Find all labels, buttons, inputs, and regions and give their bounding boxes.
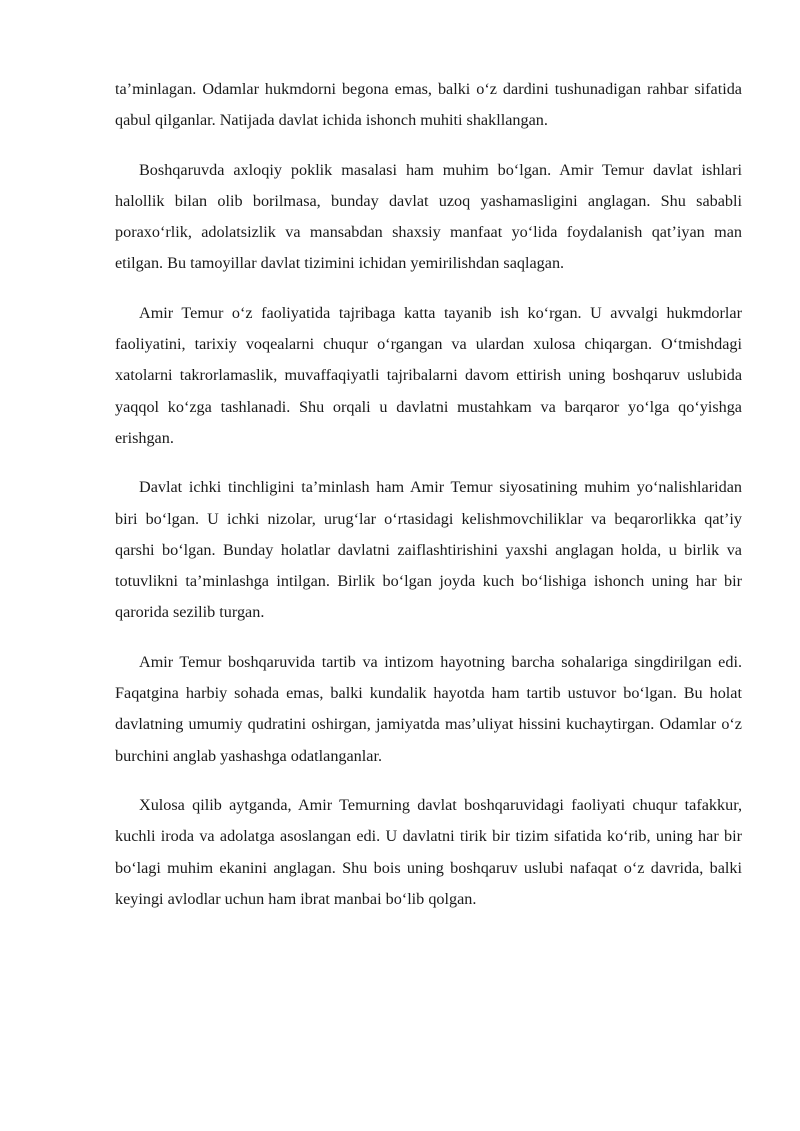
paragraph-internal-peace: Davlat ichki tinchligini ta’minlash ham Amir Temur siyosatining muhim yo‘nalishlaridan biri bo‘lgan. U ichki nizolar, urug‘lar o‘rtasidagi kelishmovchiliklar va beqarorlikka qat’iy qarshi bo‘lgan. Bunday holatlar davlatni zaiflashtirishini yaxshi anglagan holda, u birlik va totuvlikni ta’minlashga intilgan. Birlik bo‘lgan joyda kuch bo‘lishiga ishonch uning har bir qarorida sezilib turgan. <box>115 478 742 622</box>
paragraph-order-discipline: Amir Temur boshqaruvida tartib va intizom hayotning barcha sohalariga singdirilgan edi. Faqatgina harbiy sohada emas, balki kundalik hayotda ham tartib ustuvor bo‘lgan. Bu holat davlatning umumiy qudratini oshirgan, jamiyatda mas’uliyat hissini kuchaytirgan. Odamlar o‘z burchini anglab yashashga odatlanganlar. <box>115 652 742 765</box>
paragraph-experience: Amir Temur o‘z faoliyatida tajribaga katta tayanib ish ko‘rgan. U avvalgi hukmdorlar faoliyatini, tarixiy voqealarni chuqur o‘rgangan va ulardan xulosa chiqargan. O‘tmishdagi xatolarni takrorlamaslik, muvaffaqiyatli tajribalarni davom ettirish uning boshqaruv uslubida yaqqol ko‘zga tashlanadi. Shu orqali u davlatni mustahkam va barqaror yo‘lga qo‘yishga erishgan. <box>115 303 742 447</box>
paragraph-conclusion: Xulosa qilib aytganda, Amir Temurning davlat boshqaruvidagi faoliyati chuqur tafakkur, kuchli iroda va adolatga asoslangan edi. U davlatni tirik bir tizim sifatida ko‘rib, uning har bir bo‘lagi muhim ekanini anglagan. Shu bois uning boshqaruv uslubi nafaqat o‘z davrida, balki keyingi avlodlar uchun ham ibrat manbai bo‘lib qolgan. <box>115 795 742 908</box>
paragraph-continuation: ta’minlagan. Odamlar hukmdorni begona emas, balki o‘z dardini tushunadigan rahbar sifatida qabul qilganlar. Natijada davlat ichida ishonch muhiti shakllangan. <box>115 80 742 130</box>
paragraph-moral-purity: Boshqaruvda axloqiy poklik masalasi ham muhim bo‘lgan. Amir Temur davlat ishlari halollik bilan olib borilmasa, bunday davlat uzoq yashamasligini anglagan. Shu sababli poraxo‘rlik, adolatsizlik va mansabdan shaxsiy manfaat yo‘lida foydalanish qat’iyan man etilgan. Bu tamoyillar davlat tizimini ichidan yemirilishdan saqlagan. <box>115 160 742 273</box>
document-page <box>115 74 742 933</box>
